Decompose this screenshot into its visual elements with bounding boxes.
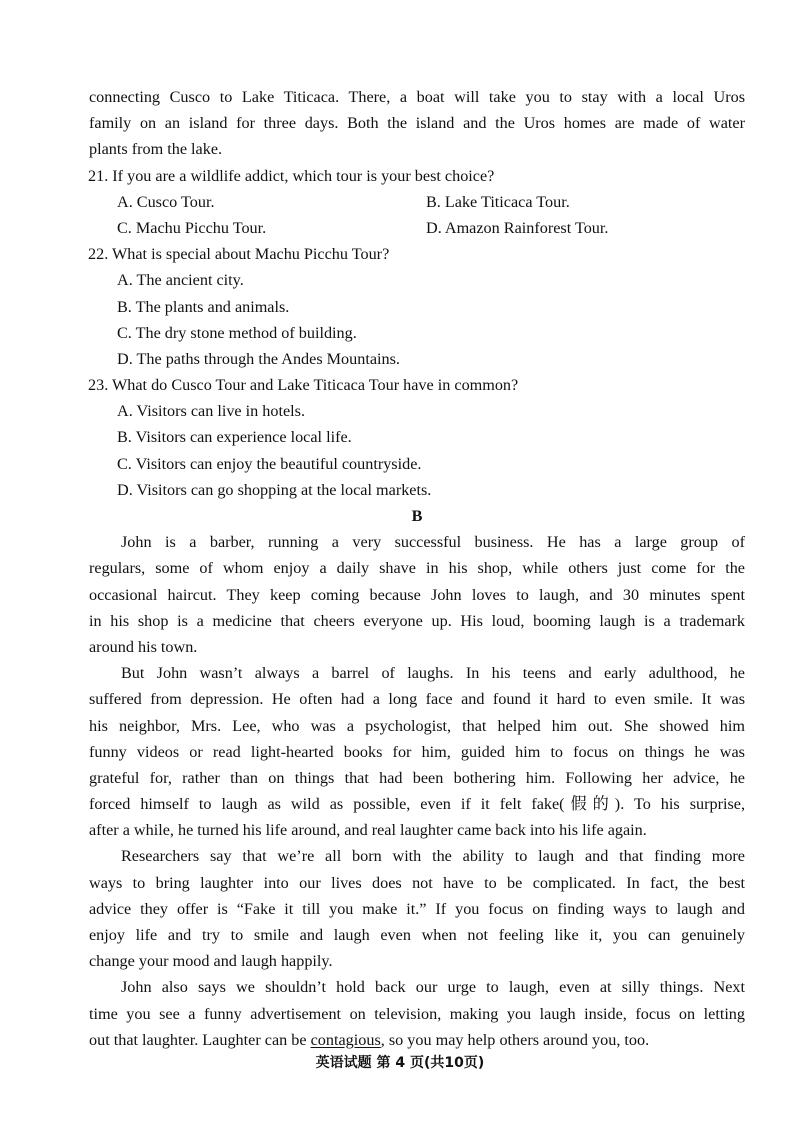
option-c: C. The dry stone method of building.: [117, 323, 357, 342]
question-23: [89, 372, 745, 503]
text-line: But John wasn’t always a barrel of laughs. In his teens and early adulthood, he: [121, 664, 745, 683]
text-line: change your mood and laugh happily.: [89, 952, 333, 971]
passage-a-ending: [89, 84, 745, 163]
text-line: enjoy life and try to smile and laugh even when not feeling like it, you can genuinely: [89, 926, 745, 944]
text-line: family on an island for three days. Both the island and the Uros homes are made of water: [89, 114, 745, 133]
question-stem: 21. If you are a wildlife addict, which tour is your best choice?: [88, 166, 495, 185]
question-22: [89, 241, 745, 372]
option-a: A. The ancient city.: [117, 271, 244, 290]
option-d: D. Visitors can go shopping at the local markets.: [117, 480, 432, 499]
text-segment: , so you may help others around you, too.: [380, 1030, 650, 1049]
option-b: B. Visitors can experience local life.: [117, 428, 352, 447]
paragraph-3: [89, 843, 745, 974]
text-line: after a while, he turned his life around, and real laughter came back into his life again.: [89, 821, 647, 840]
page-footer: 英语试题 第 4 页(共10页): [315, 1055, 485, 1071]
option-a: A. Cusco Tour.: [117, 192, 215, 211]
text-line: his neighbor, Mrs. Lee, who was a psychologist, that helped him out. She showed him: [89, 716, 745, 735]
options-row: [89, 189, 745, 215]
option-b: B. The plants and animals.: [117, 297, 290, 316]
text-line: connecting Cusco to Lake Titicaca. There, a boat will take you to stay with a local Uros: [89, 88, 745, 106]
text-line: in his shop is a medicine that cheers everyone up. His loud, booming laugh is a trademark: [89, 611, 745, 630]
text-line: John also says we shouldn’t hold back our urge to laugh, even at silly things. Next: [121, 978, 745, 997]
question-stem: 22. What is special about Machu Picchu Tour?: [88, 245, 390, 264]
text-line: Researchers say that we’re all born with the ability to laugh and that finding more: [121, 847, 745, 866]
text-line: around his town.: [89, 637, 198, 656]
text-line: advice they offer is “Fake it till you make it.” If you focus on finding ways to laugh and: [89, 899, 745, 918]
text-line: forced himself to laugh as wild as possible, even if it felt fake(假的). To his surprise,: [89, 795, 745, 814]
text-line: suffered from depression. He often had a long face and found it hard to even smile. It was: [89, 690, 745, 709]
text-line: plants from the lake.: [89, 140, 223, 159]
option-d: D. Amazon Rainforest Tour.: [426, 218, 609, 237]
text-line: time you see a funny advertisement on television, making you laugh inside, focus on letting: [89, 1004, 745, 1023]
question-stem: 23. What do Cusco Tour and Lake Titicaca Tour have in common?: [88, 376, 519, 395]
paragraph-4: [89, 974, 745, 1053]
text-line: ways to bring laughter into our lives does not have to be complicated. In fact, the best: [89, 873, 745, 892]
section-title: B: [411, 507, 423, 525]
text-line: John is a barber, running a very successful business. He has a large group of: [121, 533, 745, 552]
option-b: B. Lake Titicaca Tour.: [426, 192, 570, 211]
option-a: A. Visitors can live in hotels.: [117, 402, 306, 421]
text-line: [89, 1027, 745, 1053]
page-content: [89, 84, 745, 1053]
underlined-word: contagious: [310, 1030, 381, 1049]
option-d: D. The paths through the Andes Mountains.: [117, 349, 400, 368]
text-segment: out that laughter. Laughter can be: [89, 1030, 311, 1049]
text-line: funny videos or read light-hearted books for him, guided him to focus on things he was: [89, 742, 745, 761]
paragraph-1: [89, 529, 745, 660]
text-line: regulars, some of whom enjoy a daily shave in his shop, while others just come for the: [89, 559, 745, 578]
option-c: C. Visitors can enjoy the beautiful countryside.: [117, 454, 422, 473]
paragraph-2: [89, 660, 745, 843]
question-21: [89, 163, 745, 242]
text-line: occasional haircut. They keep coming because John loves to laugh, and 30 minutes spent: [89, 585, 745, 604]
options-row: [89, 215, 745, 241]
text-line: grateful for, rather than on things that had been bothering him. Following her advice, he: [89, 768, 745, 787]
option-c: C. Machu Picchu Tour.: [117, 218, 267, 237]
